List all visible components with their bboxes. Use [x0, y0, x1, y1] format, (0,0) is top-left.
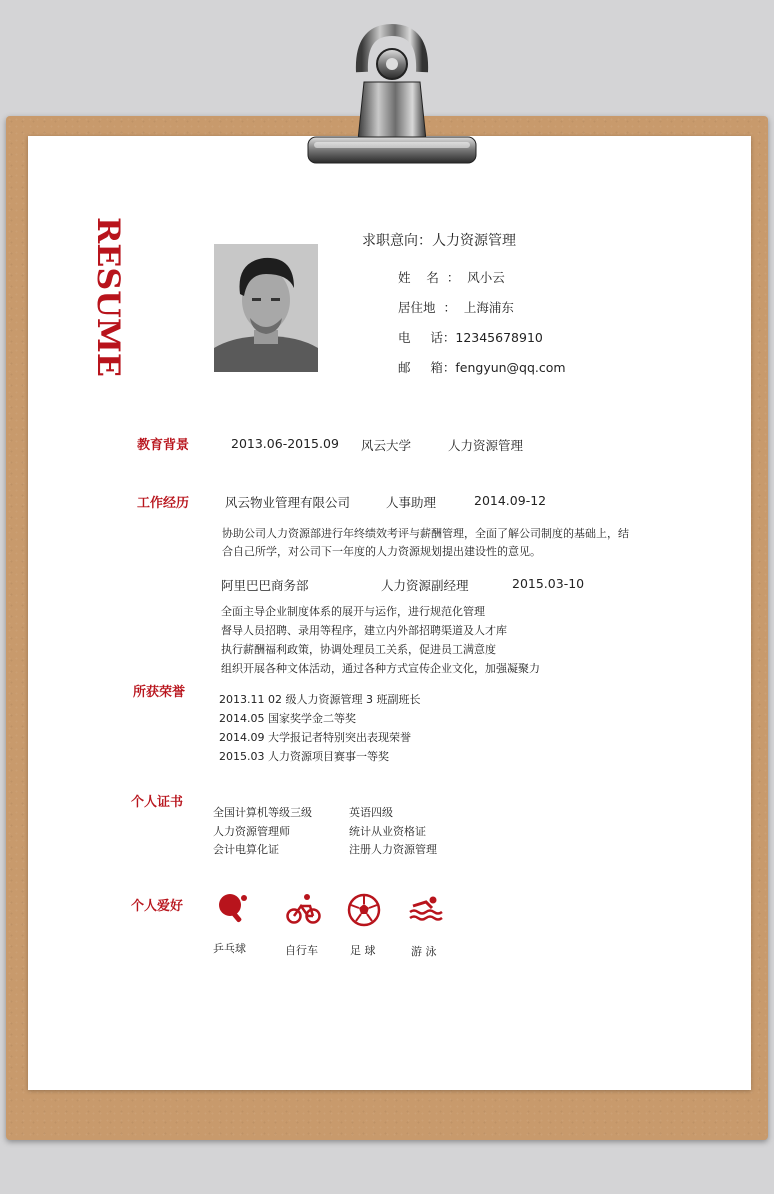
certificate-item: 会计电算化证 [213, 843, 279, 856]
job-title: 人力资源副经理 [381, 578, 469, 593]
job-description-line: 合自己所学，对公司下一年度的人力资源规划提出建设性的意见。 [222, 545, 541, 558]
profile-photo [214, 244, 318, 372]
section-title-hobbies: 个人爱好 [131, 899, 184, 914]
education-school: 风云大学 [361, 438, 412, 453]
email-field: 邮 箱：fengyun@qq.com [398, 360, 566, 375]
name-field: 姓 名 ： 风小云 [398, 270, 505, 285]
phone-field: 电 话：12345678910 [398, 330, 543, 345]
education-period: 2013.06-2015.09 [231, 436, 339, 451]
resume-heading-text: RESUME [90, 217, 126, 374]
honor-item: 2014.09 大学报记者特别突出表现荣誉 [219, 731, 411, 744]
binder-clip [300, 22, 480, 182]
section-title-education: 教育背景 [137, 438, 190, 453]
certificate-item: 统计从业资格证 [349, 825, 426, 838]
job-description-line: 执行薪酬福利政策，协调处理员工关系，促进员工满意度 [221, 643, 496, 656]
job-description-line: 督导人员招聘、录用等程序，建立内外部招聘渠道及人才库 [221, 624, 507, 637]
job-company: 阿里巴巴商务部 [221, 578, 309, 593]
hobby-label: 游 泳 [411, 945, 437, 958]
ping-pong-icon [215, 891, 249, 925]
residence-field: 居住地 ： 上海浦东 [398, 300, 514, 315]
hobby-label: 乒乓球 [213, 942, 246, 955]
swimming-icon [408, 892, 442, 926]
education-major: 人力资源管理 [448, 438, 524, 453]
section-title-certificates: 个人证书 [131, 795, 184, 810]
job-objective: 求职意向：人力资源管理 [362, 233, 516, 249]
certificate-item: 英语四级 [349, 806, 393, 819]
hobby-label: 足 球 [350, 944, 376, 957]
job-company: 风云物业管理有限公司 [225, 495, 351, 510]
resume-heading [90, 215, 130, 380]
certificate-item: 人力资源管理师 [213, 825, 290, 838]
job-date: 2015.03-10 [512, 576, 585, 591]
job-description-line: 协助公司人力资源部进行年终绩效考评与薪酬管理，全面了解公司制度的基础上，结 [222, 527, 629, 540]
job-description-line: 全面主导企业制度体系的展开与运作，进行规范化管理 [221, 605, 485, 618]
section-title-work: 工作经历 [137, 496, 190, 511]
certificate-item: 全国计算机等级三级 [213, 806, 312, 819]
certificate-item: 注册人力资源管理 [349, 843, 437, 856]
job-date: 2014.09-12 [474, 493, 547, 508]
section-title-honors: 所获荣誉 [133, 685, 186, 700]
honor-item: 2013.11 02 级人力资源管理 3 班副班长 [219, 693, 421, 706]
bicycle-icon [286, 892, 320, 926]
honor-item: 2014.05 国家奖学金二等奖 [219, 712, 356, 725]
job-description-line: 组织开展各种文体活动，通过各种方式宣传企业文化，加强凝聚力 [221, 662, 540, 675]
hobby-label: 自行车 [285, 944, 318, 957]
honor-item: 2015.03 人力资源项目赛事一等奖 [219, 750, 389, 763]
soccer-ball-icon [347, 893, 381, 927]
job-title: 人事助理 [386, 495, 437, 510]
